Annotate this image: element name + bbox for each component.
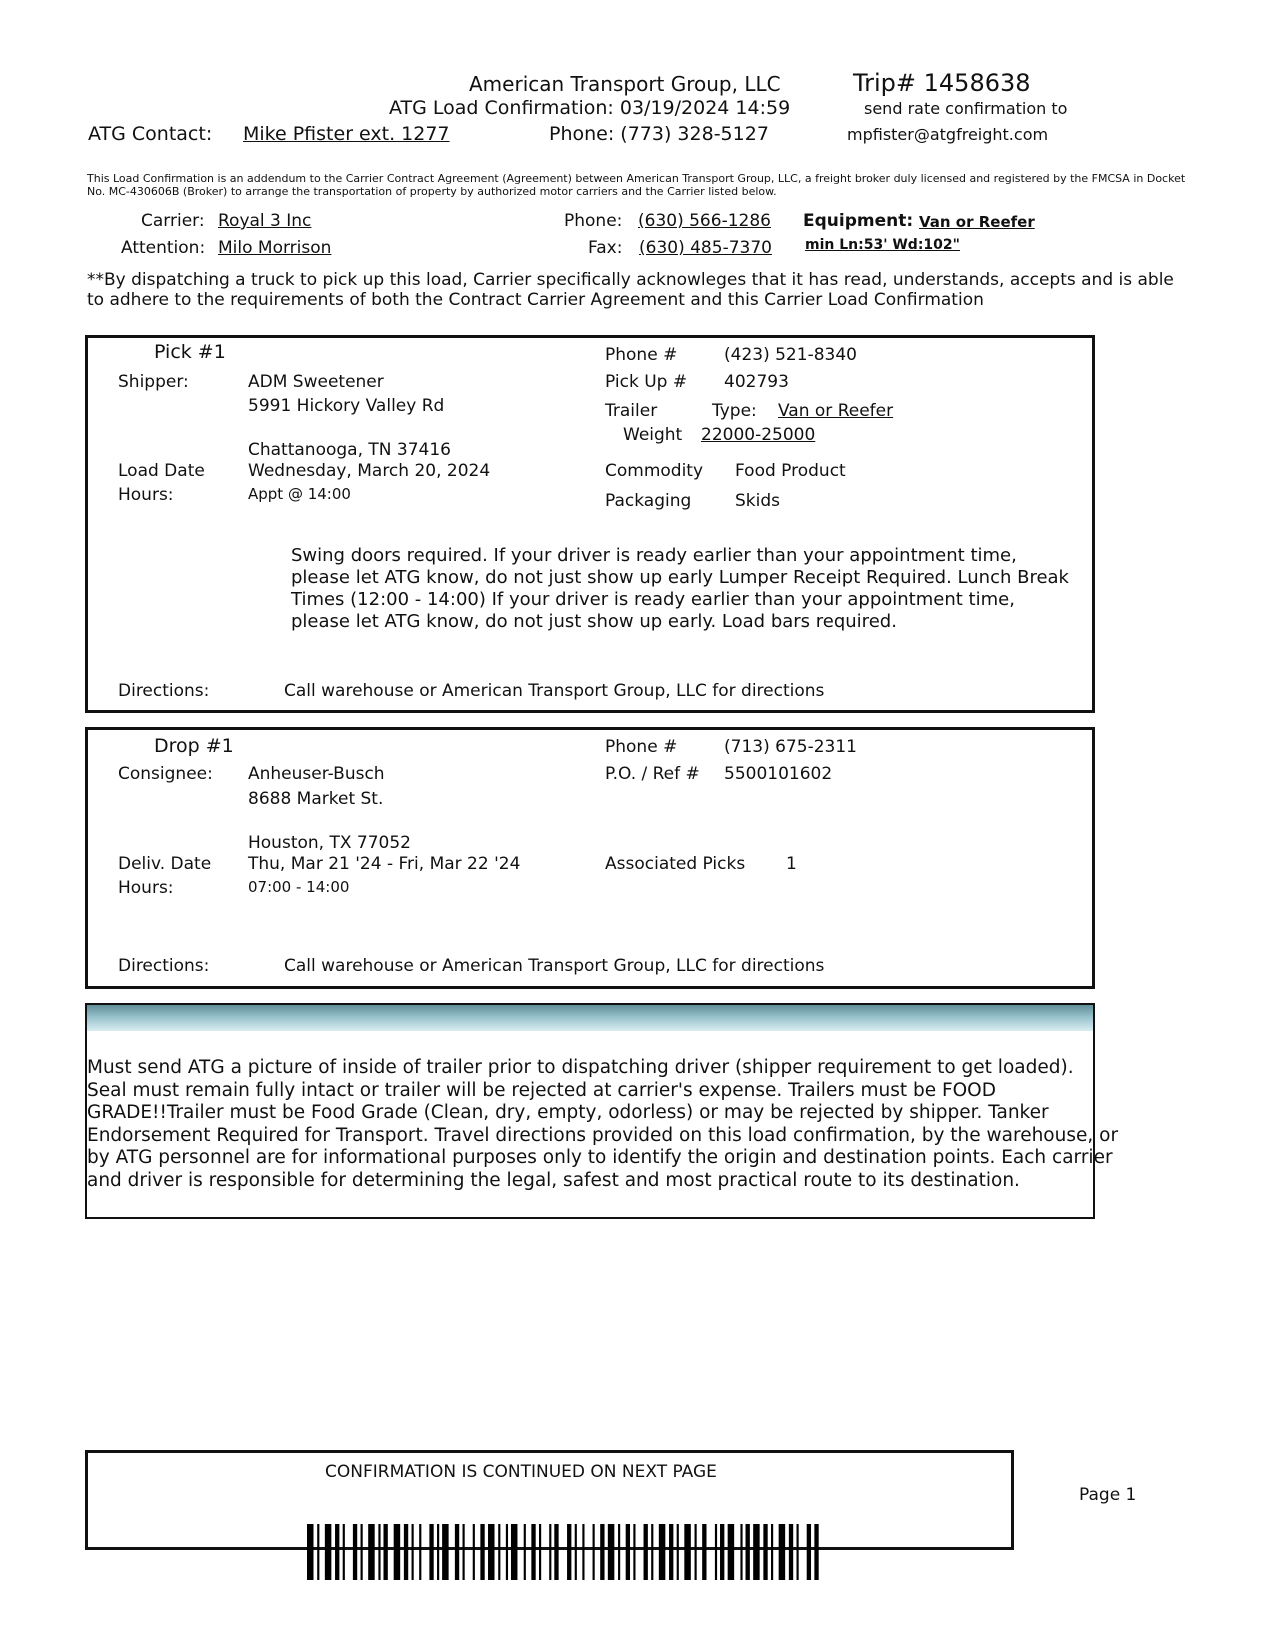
carrier-phone: (630) 566-1286 (638, 211, 771, 231)
trip-number: Trip# 1458638 (853, 69, 1031, 97)
barcode-bar (593, 1524, 595, 1580)
barcode-bar (361, 1524, 363, 1580)
barcode-bar (715, 1524, 717, 1580)
pick-hours: Appt @ 14:00 (248, 485, 351, 503)
barcode-bar (317, 1524, 319, 1580)
barcode-bar (582, 1524, 584, 1580)
barcode-bar (549, 1524, 551, 1580)
consignee-address: 8688 Market St. (248, 789, 384, 809)
notes-header-bar (87, 1005, 1093, 1031)
notes-line-1: Must send ATG a picture of inside of trailer prior to dispatching driver (shipper requirement to get loaded). (87, 1057, 1074, 1078)
barcode-bar (677, 1524, 679, 1580)
trailer-type-label: Type: (712, 401, 757, 421)
barcode-bar (480, 1524, 484, 1580)
drop-phone-label: Phone # (605, 737, 678, 757)
barcode-bar (720, 1524, 724, 1580)
barcode-bar (343, 1524, 345, 1580)
barcode-bar (378, 1524, 380, 1580)
barcode-bar (473, 1524, 475, 1580)
min-size: min Ln:53' Wd:102" (805, 237, 960, 253)
drop-box (85, 727, 1095, 989)
confirmation-date: ATG Load Confirmation: 03/19/2024 14:59 (389, 97, 791, 119)
load-date-label: Load Date (118, 461, 205, 481)
deliv-date-label: Deliv. Date (118, 854, 212, 874)
barcode-bar (429, 1524, 433, 1580)
shipper-address: 5991 Hickory Valley Rd (248, 396, 445, 416)
trailer-type: Van or Reefer (778, 401, 894, 421)
packaging-label: Packaging (605, 491, 692, 511)
barcode-bar (335, 1524, 339, 1580)
pick-phone-label: Phone # (605, 345, 678, 365)
pick-hours-label: Hours: (118, 485, 174, 505)
contact-email: mpfister@atgfreight.com (847, 125, 1049, 144)
barcode-bar (463, 1524, 465, 1580)
barcode-bar (651, 1524, 653, 1580)
barcode-bar (404, 1524, 408, 1580)
pick-title: Pick #1 (154, 341, 226, 363)
barcode-bar (807, 1524, 811, 1580)
barcode-bar (531, 1524, 535, 1580)
pickup-number: 402793 (724, 372, 789, 392)
barcode-bar (419, 1524, 421, 1580)
trailer-label: Trailer (605, 401, 658, 421)
barcode-bar (455, 1524, 459, 1580)
load-date: Wednesday, March 20, 2024 (248, 461, 491, 481)
barcode-bar (746, 1524, 750, 1580)
barcode-bar (539, 1524, 541, 1580)
continued-notice: CONFIRMATION IS CONTINUED ON NEXT PAGE (325, 1462, 717, 1482)
barcode-bar (669, 1524, 673, 1580)
barcode-bar (608, 1524, 615, 1580)
weight-label: Weight (623, 425, 683, 445)
commodity-label: Commodity (605, 461, 704, 481)
carrier-fax: (630) 485-7370 (639, 238, 772, 258)
barcode-bar (498, 1524, 500, 1580)
barcode-bar (600, 1524, 604, 1580)
barcode-bar (506, 1524, 508, 1580)
barcode-bar (771, 1524, 773, 1580)
carrier-label: Carrier: (141, 211, 205, 231)
barcode-bar (353, 1524, 357, 1580)
barcode-bar (797, 1524, 799, 1580)
barcode-bar (325, 1524, 332, 1580)
commodity-value: Food Product (735, 461, 846, 481)
consignee-label: Consignee: (118, 764, 213, 784)
equipment-label: Equipment: (803, 211, 914, 231)
barcode-bar (659, 1524, 666, 1580)
notes-text (87, 1057, 1127, 1192)
drop-directions: Call warehouse or American Transport Group, LLC for directions (284, 956, 825, 976)
barcode-bar (575, 1524, 577, 1580)
shipper-city: Chattanooga, TN 37416 (248, 440, 451, 460)
company-name: American Transport Group, LLC (469, 72, 781, 96)
drop-title: Drop #1 (154, 735, 234, 757)
barcode-bar (695, 1524, 697, 1580)
packaging-value: Skids (735, 491, 781, 511)
consignee-name: Anheuser-Busch (248, 764, 385, 784)
send-rate-label: send rate confirmation to (864, 99, 1068, 118)
associated-picks-label: Associated Picks (605, 854, 746, 874)
carrier-name: Royal 3 Inc (218, 211, 312, 231)
attention-name: Milo Morrison (218, 238, 332, 258)
drop-directions-label: Directions: (118, 956, 210, 976)
drop-phone: (713) 675-2311 (724, 737, 857, 757)
pickup-number-label: Pick Up # (605, 372, 688, 392)
barcode-bar (524, 1524, 526, 1580)
carrier-phone-label: Phone: (564, 211, 623, 231)
consignee-city: Houston, TX 77052 (248, 833, 411, 853)
barcode-image (307, 1524, 822, 1580)
barcode-bar (684, 1524, 691, 1580)
barcode-bar (633, 1524, 635, 1580)
pick-instructions: Swing doors required. If your driver is ready earlier than your appointment time, please let ATG know, do not just show up early Lumper Receipt Required. Lunch Break Times (12:00 - 14:00) If your driver is ready earlier than your appointment time, please let ATG know, do not just show up early. Load bars required. (291, 545, 1069, 632)
barcode-bar (437, 1524, 439, 1580)
barcode-bar (779, 1524, 786, 1580)
contact-label: ATG Contact: (88, 123, 213, 145)
pick-phone: (423) 521-8340 (724, 345, 857, 365)
dispatch-acknowledgement: **By dispatching a truck to pick up this load, Carrier specifically acknowleges that it has read, understands, accepts and is able to adhere to the requirements of both the Contract Carrier Agreement and this Carrier Load Confirmation (87, 270, 1174, 310)
shipper-label: Shipper: (118, 372, 189, 392)
barcode-bar (789, 1524, 793, 1580)
equipment-value: Van or Reefer (919, 213, 1035, 231)
deliv-date: Thu, Mar 21 '24 - Fri, Mar 22 '24 (248, 854, 521, 874)
attention-label: Attention: (121, 238, 206, 258)
drop-hours: 07:00 - 14:00 (248, 878, 350, 896)
barcode-bar (412, 1524, 414, 1580)
associated-picks-value: 1 (786, 854, 797, 874)
barcode-bar (644, 1524, 648, 1580)
barcode-bar (394, 1524, 401, 1580)
pick-directions-label: Directions: (118, 681, 210, 701)
barcode-bar (626, 1524, 630, 1580)
contact-phone: Phone: (773) 328-5127 (549, 123, 769, 145)
po-label: P.O. / Ref # (605, 764, 700, 784)
barcode-bar (368, 1524, 375, 1580)
barcode-bar (554, 1524, 558, 1580)
barcode-bar (488, 1524, 495, 1580)
barcode-bar (567, 1524, 571, 1580)
barcode-bar (753, 1524, 760, 1580)
barcode-bar (702, 1524, 706, 1580)
barcode-bar (511, 1524, 518, 1580)
shipper-name: ADM Sweetener (248, 372, 384, 392)
contact-name: Mike Pfister ext. 1277 (243, 123, 450, 145)
barcode-bar (814, 1524, 818, 1580)
barcode-bar (618, 1524, 620, 1580)
barcode-bar (307, 1524, 314, 1580)
notes-line-2: Seal must remain fully intact or trailer will be rejected at carrier's expense. Trailers must be FOOD GRADE!!Trailer must be Food Grade (Clean, dry, empty, odorless) or may be rejected by shipper. Tanker Endorsement Required for Transport. Travel directions provided on this load confirmation, by the warehouse, or by ATG personnel are for informational purposes only to identify the origin and destination points. Each carrier and driver is responsible for determining the legal, safest and most practical route to its destination. (87, 1079, 1119, 1191)
drop-hours-label: Hours: (118, 878, 174, 898)
page-number: Page 1 (1079, 1485, 1137, 1505)
pick-box (85, 335, 1095, 713)
po-value: 5500101602 (724, 764, 833, 784)
barcode-bar (728, 1524, 735, 1580)
barcode-bar (383, 1524, 387, 1580)
disclaimer-text: This Load Confirmation is an addendum to the Carrier Contract Agreement (Agreement) between American Transport Group, LLC, a freight broker duly licensed and registered by the FMCSA in Docket No. MC-430606B (Broker) to arrange the transportation of property by authorized motor carriers and the Carrier listed below. (87, 172, 1186, 198)
barcode-bar (442, 1524, 449, 1580)
barcode-bar (740, 1524, 742, 1580)
pick-directions: Call warehouse or American Transport Group, LLC for directions (284, 681, 825, 701)
weight-value: 22000-25000 (701, 425, 816, 445)
carrier-fax-label: Fax: (588, 238, 623, 258)
barcode-bar (763, 1524, 767, 1580)
